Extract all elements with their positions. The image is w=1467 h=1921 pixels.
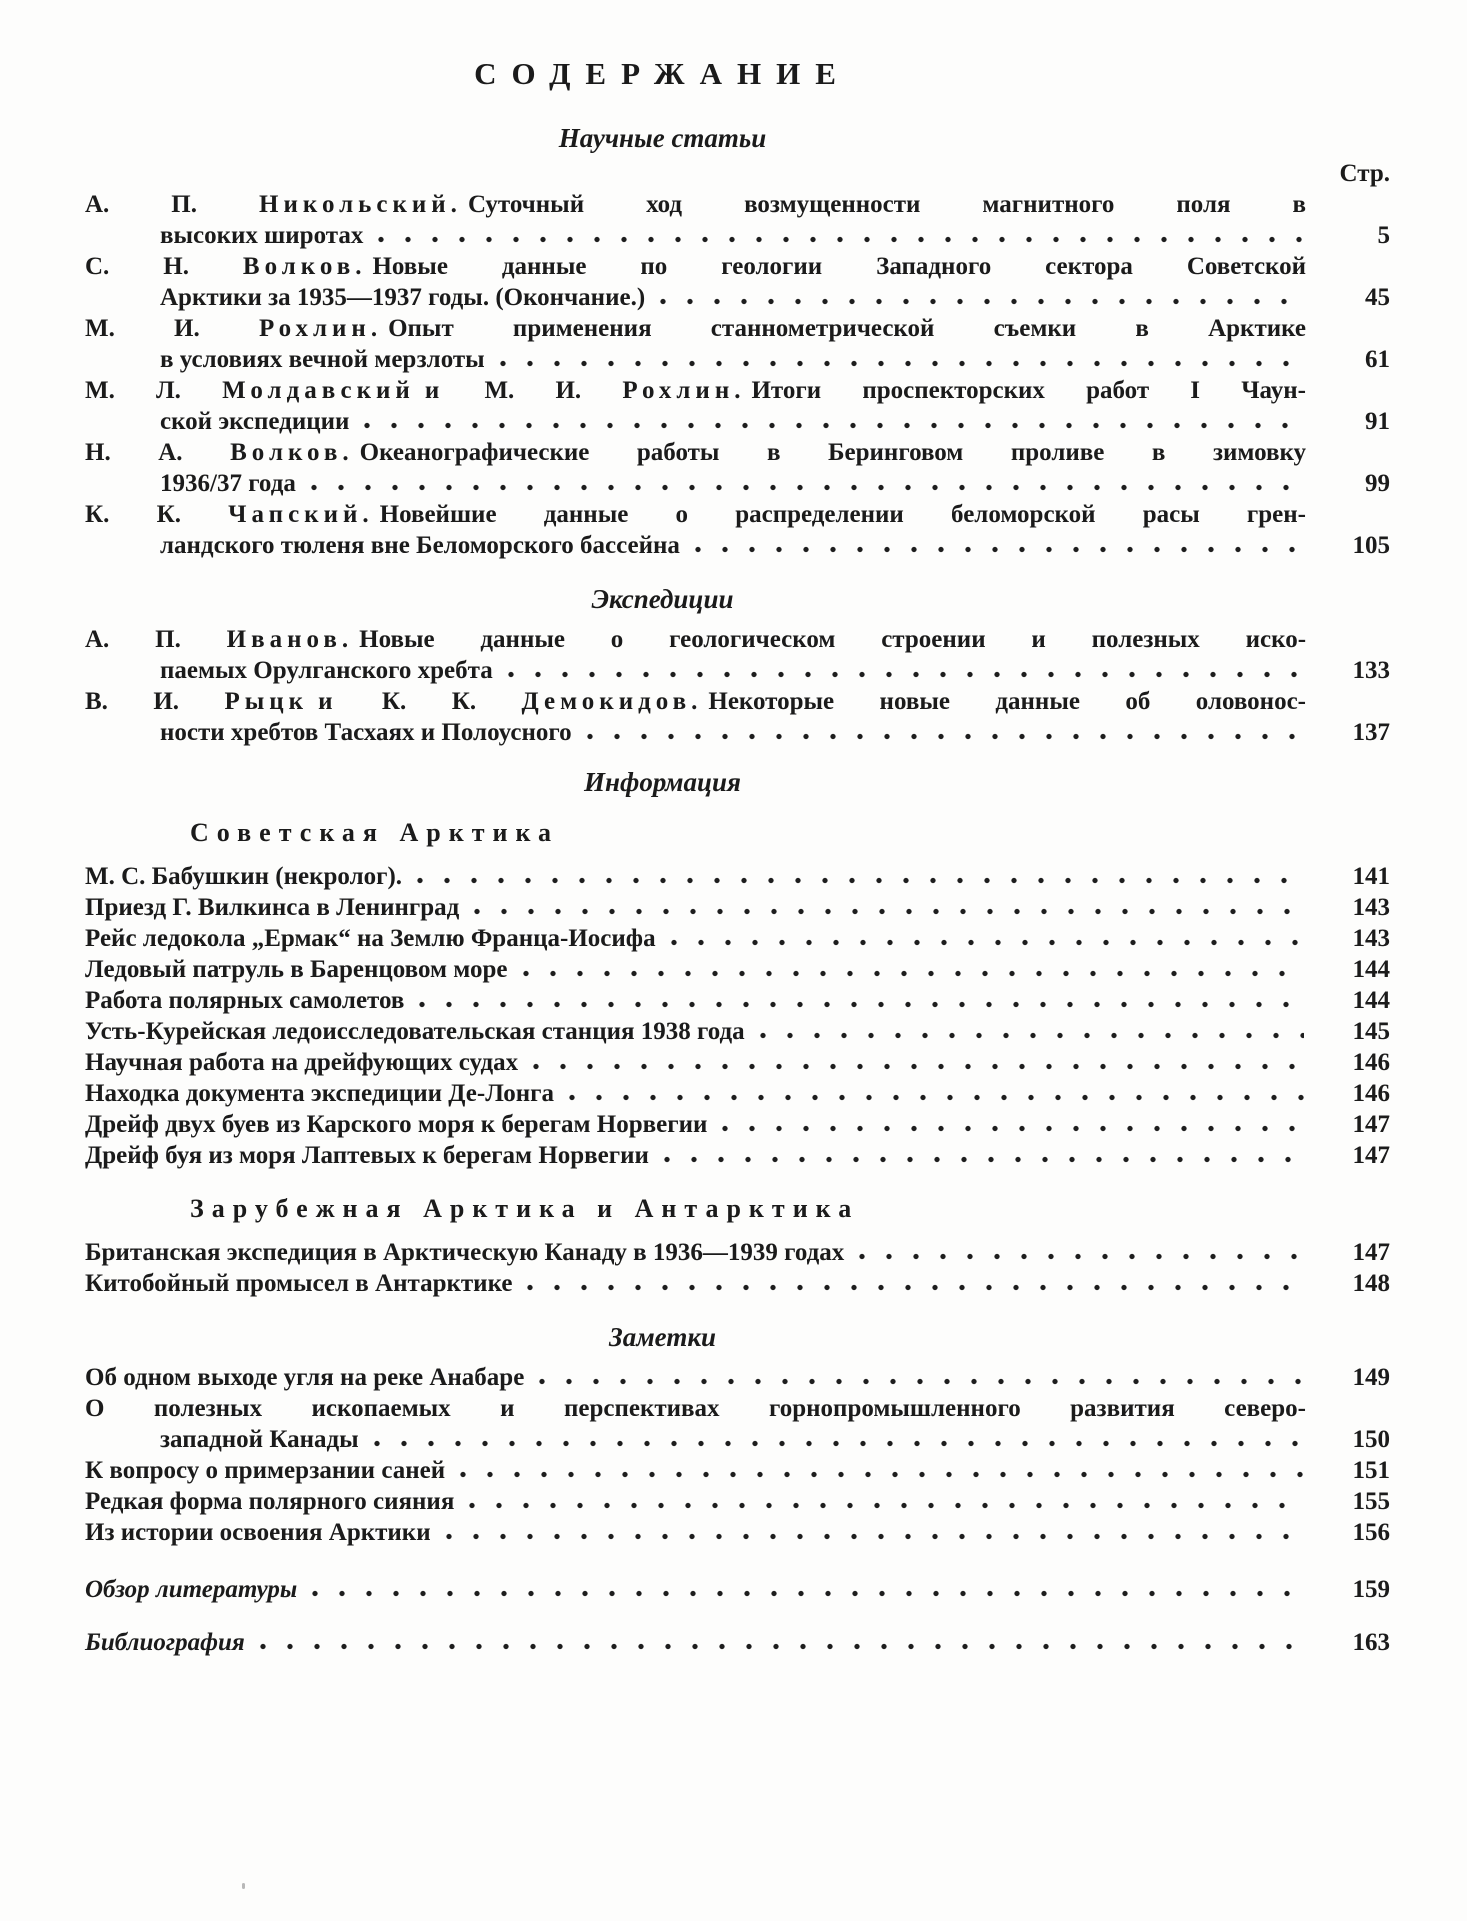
scan-speck — [242, 1883, 245, 1889]
toc-entries-notes — [85, 1362, 1390, 1548]
entry-title: Находка документа экспедиции Де-Лонга — [85, 1080, 554, 1107]
page-number: 105 — [1352, 532, 1390, 559]
entry-title: Редкая форма полярного сияния — [85, 1488, 455, 1515]
entry-title: Суточный ход возмущенности магнитного поля в — [467, 191, 1307, 218]
page-number: 146 — [1352, 1080, 1390, 1107]
entry-author — [85, 626, 359, 653]
dot-leader — [663, 1156, 1304, 1163]
dot-leader — [473, 908, 1304, 915]
page-number: 147 — [1352, 1239, 1390, 1266]
toc-entry — [85, 189, 1390, 251]
dot-leader — [526, 1284, 1304, 1291]
entry-title-continued: ской экспедиции — [160, 408, 350, 435]
page-number: 61 — [1365, 346, 1390, 373]
dot-leader — [568, 1094, 1304, 1101]
toc-entry-bibliography — [85, 1627, 1390, 1658]
dot-leader — [759, 1032, 1304, 1039]
page-number: 147 — [1352, 1142, 1390, 1169]
entry-author — [85, 377, 751, 404]
entry-line1 — [85, 624, 1390, 655]
entry-line2 — [85, 530, 1390, 561]
page-number: 145 — [1352, 1018, 1390, 1045]
entry-title: Библиография — [85, 1629, 245, 1656]
author-initials: К. К. — [85, 501, 181, 528]
author-initials: М. Л. — [85, 377, 181, 404]
page-number: 5 — [1377, 222, 1390, 249]
entry-author — [85, 439, 360, 466]
entry-line1 — [85, 189, 1390, 220]
author-surname: Рохлин. — [258, 315, 383, 342]
author-surname: Иванов. — [226, 626, 354, 653]
author-initials: М. И. — [484, 377, 582, 404]
toc-entry — [85, 1517, 1390, 1548]
toc-entry — [85, 251, 1390, 313]
entry-title: М. С. Бабушкин (некролог). — [85, 863, 403, 890]
toc-entry — [85, 1109, 1390, 1140]
toc-entry — [85, 1078, 1390, 1109]
entry-author — [85, 191, 468, 218]
page-number: 150 — [1352, 1426, 1390, 1453]
author-initials: В. И. — [85, 688, 180, 715]
section-heading-expeditions: Экспедиции — [591, 584, 734, 614]
page-number: 149 — [1352, 1364, 1390, 1391]
entry-title: Рейс ледокола „Ермак“ на Землю Франца-Иосифа — [85, 925, 656, 952]
section-heading-notes: Заметки — [608, 1322, 717, 1352]
entry-title: Об одном выходе угля на реке Анабаре — [85, 1364, 525, 1391]
dot-leader — [659, 298, 1304, 305]
section-heading-information: Информация — [584, 767, 741, 797]
entry-author — [85, 253, 372, 280]
page-number: 151 — [1352, 1457, 1390, 1484]
page-number: 144 — [1352, 987, 1390, 1014]
entry-line2 — [85, 344, 1390, 375]
page-number: 143 — [1352, 925, 1390, 952]
author-joiner: и — [424, 377, 440, 404]
dot-leader — [507, 671, 1304, 678]
entry-line1 — [85, 437, 1390, 468]
toc-entry — [85, 1047, 1390, 1078]
entry-title: К вопросу о примерзании саней — [85, 1457, 446, 1484]
dot-leader — [259, 1643, 1304, 1650]
page-number: 91 — [1365, 408, 1390, 435]
page-number: 144 — [1352, 956, 1390, 983]
toc-entry — [85, 437, 1390, 499]
entry-line2 — [85, 282, 1390, 313]
author-initials: М. И. — [85, 315, 200, 342]
author-initials: А. П. — [85, 626, 181, 653]
dot-leader — [416, 877, 1304, 884]
dot-leader — [373, 1440, 1304, 1447]
entry-title-continued: ландского тюленя вне Беломорского бассейна — [160, 532, 680, 559]
page-title: СОДЕРЖАНИЕ — [474, 56, 851, 91]
entry-title-continued: ности хребтов Тасхаях и Полоусного — [160, 719, 572, 746]
author-initials: С. Н. — [85, 253, 189, 280]
toc-entry — [85, 1486, 1390, 1517]
page-number: 146 — [1352, 1049, 1390, 1076]
entry-line2 — [85, 220, 1390, 251]
entry-title-continued: Арктики за 1935—1937 годы. (Окончание.) — [160, 284, 646, 311]
subsection-heading-foreign-arctic: Зарубежная Арктика и Антарктика — [190, 1194, 860, 1223]
author-surname: Рыцк — [224, 688, 309, 715]
entry-title: Ледовый патруль в Баренцовом море — [85, 956, 508, 983]
entry-title: Новые данные о геологическом строении и полезных иско- — [359, 626, 1307, 653]
entry-title-continued: западной Канады — [160, 1426, 359, 1453]
page-number: 147 — [1352, 1111, 1390, 1138]
toc-entry — [85, 499, 1390, 561]
dot-leader — [538, 1378, 1304, 1385]
toc-entries-articles — [85, 189, 1390, 561]
entry-title: Китобойный промысел в Антарктике — [85, 1270, 513, 1297]
entry-title: Итоги проспекторских работ I Чаун- — [751, 377, 1307, 404]
entry-title: Обзор литературы — [85, 1576, 298, 1603]
toc-entry-literature-review — [85, 1574, 1390, 1605]
entry-line1 — [85, 313, 1390, 344]
toc-entry — [85, 1268, 1390, 1299]
page-number: 156 — [1352, 1519, 1390, 1546]
page-number: 141 — [1352, 863, 1390, 890]
toc-entry — [85, 313, 1390, 375]
entry-title: Дрейф буя из моря Лаптевых к берегам Норвегии — [85, 1142, 649, 1169]
author-surname: Волков. — [230, 439, 354, 466]
subsection-heading-soviet-arctic: Советская Арктика — [190, 818, 560, 847]
toc-entry — [85, 1237, 1390, 1268]
entry-title: Британская экспедиция в Арктическую Канаду в 1936—1939 годах — [85, 1239, 845, 1266]
entry-title-continued: высоких широтах — [160, 222, 364, 249]
page-column-label: Стр. — [1339, 160, 1390, 187]
author-surname: Рохлин. — [622, 377, 746, 404]
entry-title: Приезд Г. Вилкинса в Ленинград — [85, 894, 460, 921]
page-column-header-row — [85, 159, 1390, 189]
toc-entries-expeditions — [85, 624, 1390, 748]
author-surname: Волков. — [242, 253, 367, 280]
entry-line2 — [85, 717, 1390, 748]
entry-title: Усть-Курейская ледоисследовательская станция 1938 года — [85, 1018, 745, 1045]
entry-title: Опыт применения станнометрической съемки в Арктике — [388, 315, 1307, 342]
entry-title: Новейшие данные о распределении беломорской расы грен- — [379, 501, 1306, 528]
entry-line1 — [85, 375, 1390, 406]
dot-leader — [468, 1502, 1304, 1509]
dot-leader — [670, 939, 1304, 946]
toc-entry — [85, 954, 1390, 985]
dot-leader — [499, 360, 1304, 367]
entry-line1 — [85, 251, 1390, 282]
page-number: 148 — [1352, 1270, 1390, 1297]
author-surname: Молдавский — [222, 377, 415, 404]
toc-entry — [85, 1362, 1390, 1393]
entry-author — [85, 315, 388, 342]
page-number: 163 — [1352, 1629, 1390, 1656]
author-surname: Никольский. — [259, 191, 462, 218]
entry-title: О полезных ископаемых и перспективах горнопромышленного развития северо- — [85, 1395, 1306, 1422]
entry-title-continued: в условиях вечной мерзлоты — [160, 346, 485, 373]
dot-leader — [694, 546, 1304, 553]
entry-line1 — [85, 499, 1390, 530]
section-heading-articles: Научные статьи — [558, 123, 767, 153]
dot-leader — [418, 1001, 1304, 1008]
page-number: 155 — [1352, 1488, 1390, 1515]
dot-leader — [721, 1125, 1304, 1132]
entry-title: Некоторые новые данные об оловонос- — [708, 688, 1307, 715]
toc-entry — [85, 892, 1390, 923]
dot-leader — [522, 970, 1304, 977]
author-initials: А. П. — [85, 191, 198, 218]
dot-leader — [445, 1533, 1304, 1540]
dot-leader — [459, 1471, 1304, 1478]
toc-entry — [85, 923, 1390, 954]
author-joiner: и — [318, 688, 333, 715]
author-initials: К. К. — [381, 688, 477, 715]
entry-line2 — [85, 468, 1390, 499]
dot-leader — [363, 422, 1304, 429]
entry-line1 — [85, 686, 1390, 717]
toc-entry — [85, 1016, 1390, 1047]
entry-title: Работа полярных самолетов — [85, 987, 405, 1014]
toc-entry — [85, 861, 1390, 892]
entry-title: Новые данные по геологии Западного сектора Советской — [372, 253, 1307, 280]
page-number: 159 — [1352, 1576, 1390, 1603]
dot-leader — [310, 484, 1304, 491]
toc-entry — [85, 1393, 1390, 1455]
entry-line2 — [85, 655, 1390, 686]
toc-entry — [85, 1455, 1390, 1486]
dot-leader — [377, 236, 1304, 243]
toc-entry — [85, 686, 1390, 748]
page-number: 45 — [1365, 284, 1390, 311]
entry-title: Океанографические работы в Беринговом проливе в зимовку — [359, 439, 1307, 466]
toc-entry — [85, 375, 1390, 437]
page-number: 137 — [1352, 719, 1390, 746]
toc-entry — [85, 985, 1390, 1016]
entry-line2 — [85, 1424, 1390, 1455]
entry-title-continued: 1936/37 года — [160, 470, 296, 497]
author-initials: Н. А. — [85, 439, 183, 466]
author-surname: Демокидов. — [521, 688, 703, 715]
entry-title-continued: паемых Орулганского хребта — [160, 657, 493, 684]
dot-leader — [532, 1063, 1304, 1070]
entry-title: Из истории освоения Арктики — [85, 1519, 431, 1546]
toc-entry — [85, 1140, 1390, 1171]
page-number: 133 — [1352, 657, 1390, 684]
entry-title: Научная работа на дрейфующих судах — [85, 1049, 519, 1076]
dot-leader — [858, 1253, 1304, 1260]
dot-leader — [586, 733, 1304, 740]
entry-title: Дрейф двух буев из Карского моря к берегам Норвегии — [85, 1111, 708, 1138]
toc-entries-soviet-arctic — [85, 861, 1390, 1171]
entry-line1 — [85, 1393, 1390, 1424]
page-number: 143 — [1352, 894, 1390, 921]
page-number: 99 — [1365, 470, 1390, 497]
toc-entries-foreign-arctic — [85, 1237, 1390, 1299]
author-surname: Чапский. — [228, 501, 374, 528]
entry-author — [85, 501, 380, 528]
entry-author — [85, 688, 708, 715]
dot-leader — [311, 1590, 1304, 1597]
toc-entry — [85, 624, 1390, 686]
entry-line2 — [85, 406, 1390, 437]
